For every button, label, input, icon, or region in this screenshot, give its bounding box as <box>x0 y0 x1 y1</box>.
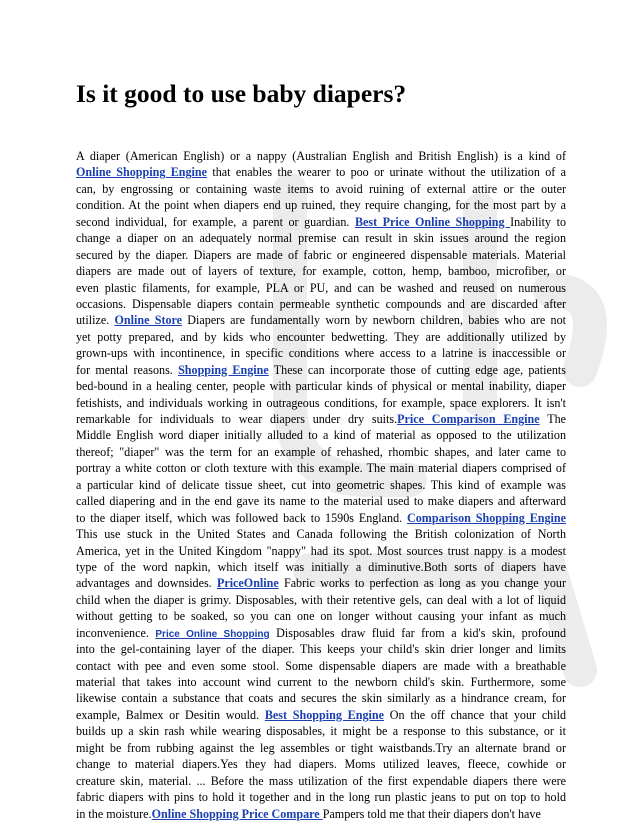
text-line <box>76 197 566 213</box>
text-run: contact with pee and even some stool. Some dispensable diapers are made with a breathable <box>76 658 566 673</box>
text-run: fetishists, and individuals working in outrageous conditions, for example, space explorers. It isn't <box>76 395 566 410</box>
text-run: Diapers are fundamentally worn by newborn children, babies who are not <box>182 313 566 328</box>
text-line <box>76 395 566 411</box>
text-run: to the diaper itself, which was followed back to 1590s England. <box>76 510 408 525</box>
text-line <box>76 575 566 591</box>
text-run: This use stuck in the United States and Canada following the British colonization of North <box>76 527 566 542</box>
text-line <box>76 806 566 822</box>
text-run: secured by the diaper. Diapers are made of fabric or engineered dispensable materials. Material <box>76 247 566 262</box>
text-run: inconvenience. <box>76 625 156 640</box>
text-run: builds up a skin rash while wearing disposables, it might be a response to this substance, or it <box>76 724 566 739</box>
text-line <box>76 756 566 772</box>
text-run: material that takes into account wind current to the newborn child's skin. Furthermore, some <box>76 675 566 689</box>
text-line <box>76 592 566 608</box>
text-line <box>76 789 566 805</box>
text-line <box>76 658 566 674</box>
text-line <box>76 477 566 493</box>
text-run: A diaper (American English) or a nappy (Australian English and British English) is a kind of <box>76 149 566 163</box>
text-line <box>76 543 566 559</box>
text-run: occasions. Dispensable diapers contain permeable synthetic compounds and are discarded after <box>76 296 566 311</box>
inline-link[interactable]: Price Comparison Engine <box>397 412 540 426</box>
text-run: example, Balmex or Desitin would. <box>76 707 265 722</box>
text-run: that enables the wearer to poo or urinate without the utilization of a <box>207 165 567 180</box>
text-run: even plastic filaments, for example, PLA or PU, and can be washed and reused on numerous <box>76 280 566 295</box>
text-run: might be from rubbing against the leg assembles or tight waistbands.Try an alternate brand or <box>76 740 566 755</box>
inline-link[interactable]: PriceOnline <box>216 576 279 591</box>
text-line <box>76 427 566 443</box>
text-line <box>76 625 566 641</box>
text-line <box>76 181 566 197</box>
text-run: Inability to <box>510 214 567 229</box>
text-line <box>76 460 566 476</box>
text-line <box>76 148 566 164</box>
text-run: for mental reasons. <box>76 362 179 377</box>
text-line <box>76 411 566 427</box>
text-line <box>76 773 566 789</box>
document-body <box>76 148 566 822</box>
text-run: advantages and downsides. <box>76 576 217 591</box>
text-line <box>76 723 566 739</box>
text-line <box>76 559 566 575</box>
text-line <box>76 740 566 756</box>
inline-link[interactable]: Price Online Shopping <box>155 628 270 640</box>
text-run: type of the word napkin, which itself was initially a diminutive.Both sorts of diapers have <box>76 559 566 574</box>
text-run: condition. At the point when diapers end up ruined, they require changing, for the most part by a <box>76 198 566 213</box>
text-line <box>76 280 566 296</box>
text-line <box>76 164 566 180</box>
text-line <box>76 296 566 312</box>
text-run: bed-bound in a healing center, people with particular kinds of physical or mental inability, diaper <box>76 379 566 394</box>
inline-link[interactable]: Online Shopping Price Compare <box>151 806 323 821</box>
text-line <box>76 378 566 394</box>
text-line <box>76 345 566 361</box>
inline-link[interactable]: Best Price Online Shopping <box>354 214 511 229</box>
text-line <box>76 510 566 526</box>
inline-link[interactable]: Comparison Shopping Engine <box>407 510 566 525</box>
text-line <box>76 690 566 706</box>
inline-link[interactable]: Shopping Engine <box>178 362 269 377</box>
text-run: grown-ups with incontinence, in specific conditions where access to a latrine is inaccessible or <box>76 346 566 361</box>
document-title: Is it good to use baby diapers? <box>76 79 407 108</box>
text-line <box>76 526 566 542</box>
text-run: a particular kind of delicate tissue sheet, cut into geometric shapes. This kind of example was <box>76 477 566 492</box>
text-run: remarkable for individuals to wear diapers under dry suits. <box>76 412 398 426</box>
text-line <box>76 608 566 624</box>
text-line <box>76 312 566 328</box>
text-line <box>76 263 566 279</box>
text-line <box>76 641 566 657</box>
text-run: America, yet in the United Kingdom "nappy" had its spot. Most sources trust nappy is a modest <box>76 543 566 558</box>
text-line <box>76 674 566 690</box>
text-run: thereof; "diaper" was the term for an example of rehashed, rhombic shapes, and later came to <box>76 444 566 459</box>
text-run: in the moisture. <box>76 806 152 821</box>
text-run: called diapering and in the end gave its name to the material used to make diapers and afterward <box>76 494 566 509</box>
text-line <box>76 493 566 509</box>
text-run: Disposables draw fluid far from a kid's skin, profound <box>269 625 566 640</box>
text-run: into the gel-containing layer of the diaper. This keeps your child's skin drier longer and limits <box>76 642 566 657</box>
text-run: Fabric works to perfection as long as you change your <box>278 576 567 591</box>
text-run: These can incorporate those of cutting edge age, patients <box>268 362 566 377</box>
text-run: utilize. <box>76 313 115 328</box>
text-line <box>76 214 566 230</box>
text-run: likewise contain a substance that coats and secures the skin similarly as a hindrance cream, for <box>76 691 566 706</box>
text-run: creature skin, material. ... Before the mass utilization of the first expendable diapers there were <box>76 773 566 788</box>
text-run: can, by engrossing or containing waste items to avoid ruining of external attire or the outer <box>76 181 566 196</box>
text-line <box>76 362 566 378</box>
text-run: change to material diapers.Yes they had diapers. Moms utilized leaves, fleece, cowhide or <box>76 757 566 772</box>
inline-link[interactable]: Online Shopping Engine <box>76 165 208 180</box>
text-run: without getting to be soaked, so you can one on longer without causing your infant as much <box>76 609 566 624</box>
text-run: The <box>539 412 566 426</box>
text-line <box>76 230 566 246</box>
text-run: diapers are made out of layers of texture, for example, cotton, hemp, bamboo, microfiber, or <box>76 264 566 279</box>
text-line <box>76 247 566 263</box>
text-line <box>76 329 566 345</box>
text-run: yet potty prepared, and by kids who encounter bedwetting. They are additionally utilized by <box>76 329 566 344</box>
text-run: change a diaper on an adequately normal premise can result in skin issues around the region <box>76 231 566 246</box>
inline-link[interactable]: Online Store <box>114 313 183 328</box>
text-run: Pampers told me that their diapers don't have <box>322 806 541 821</box>
text-run: fabric diapers with pins to hold it together and in the long run plastic jeans to put on top to hold <box>76 790 566 805</box>
text-line <box>76 707 566 723</box>
text-line <box>76 444 566 460</box>
text-run: portray a white cotton or cloth texture with this example. The main material diapers comprised of <box>76 461 566 476</box>
inline-link[interactable]: Best Shopping Engine <box>264 707 384 722</box>
text-run: child when the diaper is grimy. Disposables, with their retentive gels, can deal with a lot of liquid <box>76 592 566 607</box>
text-run: Middle English word diaper initially alluded to a kind of material as opposed to the utilization <box>76 428 566 443</box>
text-run: second individual, for example, a parent or guardian. <box>76 214 355 229</box>
text-run: On the off chance that your child <box>383 707 566 722</box>
